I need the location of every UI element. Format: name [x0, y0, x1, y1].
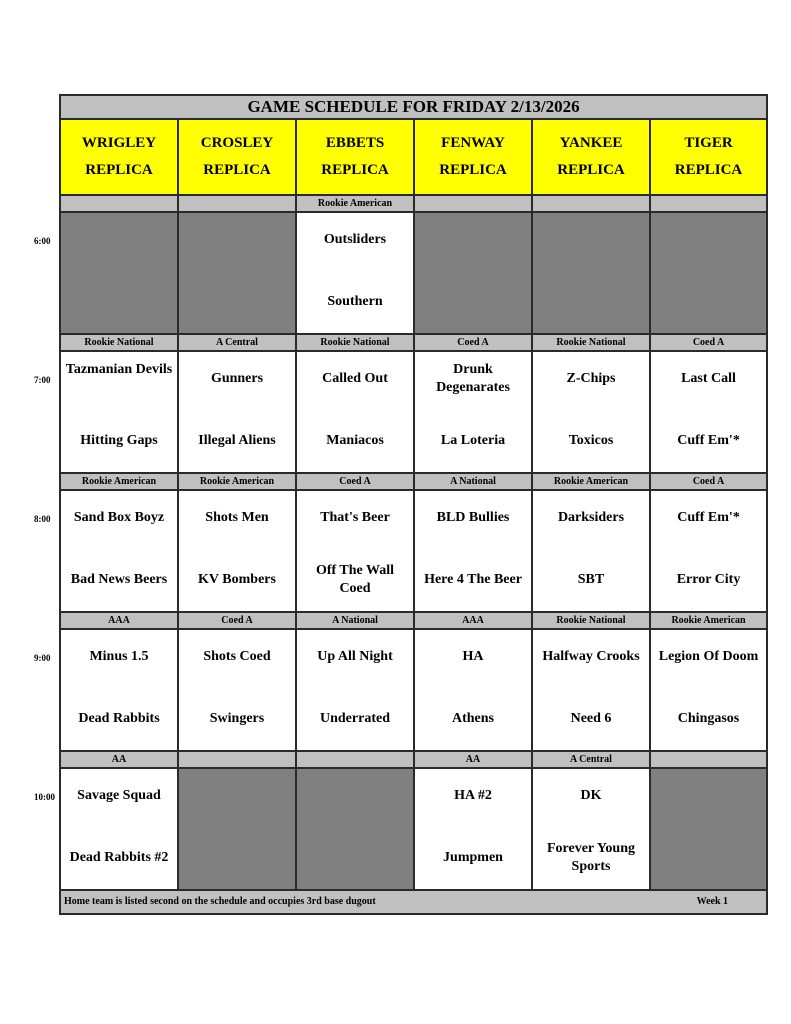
game-cell — [650, 351, 767, 473]
division-label: Rookie American — [296, 195, 414, 212]
away-team: Shots Coed — [203, 649, 271, 664]
time-label: 7:00 — [34, 375, 51, 385]
home-team: Dead Rabbits #2 — [69, 850, 169, 865]
game-cell — [414, 629, 532, 751]
division-label: Rookie National — [532, 612, 650, 629]
field-name: CROSLEY — [200, 135, 274, 151]
empty-slot — [414, 212, 532, 334]
field-header-wrigley — [60, 119, 178, 195]
game-cell — [532, 629, 650, 751]
division-row — [60, 334, 767, 351]
away-team: Sand Box Boyz — [73, 510, 165, 525]
field-header-fenway — [414, 119, 532, 195]
game-row — [60, 212, 767, 334]
empty-slot — [532, 212, 650, 334]
away-team: Shots Men — [205, 510, 269, 525]
time-label: 8:00 — [34, 514, 51, 524]
footer — [60, 890, 767, 914]
home-team: Off The Wall Coed — [315, 563, 395, 596]
footer-row — [60, 890, 767, 914]
schedule-table — [59, 94, 768, 915]
division-label: Coed A — [650, 334, 767, 351]
game-cell — [414, 768, 532, 890]
away-team: Last Call — [681, 371, 736, 386]
away-team: Cuff Em'* — [677, 510, 740, 525]
division-label: Rookie National — [532, 334, 650, 351]
away-team: BLD Bullies — [436, 510, 510, 525]
division-label: Rookie National — [296, 334, 414, 351]
away-team: Gunners — [210, 371, 264, 386]
game-cell — [296, 629, 414, 751]
away-team: Legion Of Doom — [658, 649, 759, 664]
division-label — [650, 195, 767, 212]
game-cell — [532, 768, 650, 890]
home-team: Chingasos — [677, 711, 740, 726]
away-team: HA #2 — [454, 788, 492, 803]
game-cell — [178, 629, 296, 751]
game-cell — [178, 351, 296, 473]
empty-slot — [178, 768, 296, 890]
division-label: Coed A — [414, 334, 532, 351]
field-subtitle: REPLICA — [85, 162, 153, 178]
field-header-ebbets — [296, 119, 414, 195]
field-header-tiger — [650, 119, 767, 195]
game-cell — [60, 629, 178, 751]
away-team: Drunk Degenarates — [436, 362, 510, 395]
home-team: SBT — [577, 572, 605, 587]
away-team: That's Beer — [320, 510, 390, 525]
away-team: Halfway Crooks — [542, 649, 640, 664]
schedule-title: GAME SCHEDULE FOR FRIDAY 2/13/2026 — [60, 95, 767, 119]
game-cell — [414, 490, 532, 612]
home-team: Cuff Em'* — [677, 433, 740, 448]
away-team: Up All Night — [317, 649, 393, 664]
home-team: Jumpmen — [443, 850, 503, 865]
division-label: AA — [60, 751, 178, 768]
field-subtitle: REPLICA — [203, 162, 271, 178]
division-label: Rookie American — [60, 473, 178, 490]
time-label: 6:00 — [34, 236, 51, 246]
game-row — [60, 351, 767, 473]
game-cell — [296, 490, 414, 612]
home-team: Swingers — [209, 711, 265, 726]
game-cell — [60, 768, 178, 890]
division-label — [296, 751, 414, 768]
home-team: Underrated — [320, 711, 390, 726]
division-label: A National — [296, 612, 414, 629]
division-label: A Central — [532, 751, 650, 768]
division-label: Rookie American — [178, 473, 296, 490]
game-cell — [60, 351, 178, 473]
away-team: Z-Chips — [566, 371, 616, 386]
division-row — [60, 195, 767, 212]
game-row — [60, 768, 767, 890]
division-label: AAA — [414, 612, 532, 629]
time-slots — [60, 195, 767, 890]
field-header-row — [60, 119, 767, 195]
division-label: Coed A — [178, 612, 296, 629]
empty-slot — [178, 212, 296, 334]
game-cell — [296, 351, 414, 473]
division-label: Rookie National — [60, 334, 178, 351]
division-label: A Central — [178, 334, 296, 351]
division-label: Rookie American — [532, 473, 650, 490]
field-name: YANKEE — [559, 135, 623, 151]
home-team: Maniacos — [326, 433, 384, 448]
game-cell — [532, 351, 650, 473]
field-subtitle: REPLICA — [557, 162, 625, 178]
game-cell — [532, 490, 650, 612]
division-label — [178, 195, 296, 212]
division-label — [650, 751, 767, 768]
division-label — [60, 195, 178, 212]
division-row — [60, 473, 767, 490]
game-cell — [650, 490, 767, 612]
game-cell — [60, 490, 178, 612]
away-team: Savage Squad — [77, 788, 161, 803]
division-label: A National — [414, 473, 532, 490]
game-cell — [414, 351, 532, 473]
away-team: Called Out — [322, 371, 388, 386]
home-team: Dead Rabbits — [78, 711, 160, 726]
footer-note: Home team is listed second on the schedule and occupies 3rd base dugout — [64, 896, 376, 907]
home-team: Need 6 — [570, 711, 612, 726]
field-subtitle: REPLICA — [439, 162, 507, 178]
home-team: Error City — [676, 572, 741, 587]
away-team: Minus 1.5 — [89, 649, 149, 664]
away-team: HA — [462, 649, 484, 664]
division-label: AAA — [60, 612, 178, 629]
game-cell — [296, 212, 414, 334]
field-header-crosley — [178, 119, 296, 195]
division-label: Coed A — [296, 473, 414, 490]
home-team: Illegal Aliens — [198, 433, 276, 448]
field-subtitle: REPLICA — [674, 162, 743, 178]
game-cell — [650, 629, 767, 751]
division-label — [178, 751, 296, 768]
home-team: Bad News Beers — [70, 572, 168, 587]
home-team: Here 4 The Beer — [424, 572, 522, 587]
home-team: Southern — [327, 294, 383, 309]
field-name: WRIGLEY — [81, 135, 157, 151]
title-row — [60, 95, 767, 119]
game-row — [60, 629, 767, 751]
field-name: TIGER — [684, 135, 733, 151]
empty-slot — [296, 768, 414, 890]
home-team: Forever Young Sports — [546, 841, 635, 874]
away-team: Tazmanian Devils — [65, 362, 173, 377]
field-name: FENWAY — [441, 135, 505, 151]
empty-slot — [650, 768, 767, 890]
home-team: Athens — [451, 711, 494, 726]
division-row — [60, 751, 767, 768]
game-row — [60, 490, 767, 612]
away-team: DK — [580, 788, 602, 803]
game-cell — [178, 490, 296, 612]
week-label: Week 1 — [696, 896, 729, 907]
division-label — [532, 195, 650, 212]
division-label: Rookie American — [650, 612, 767, 629]
home-team: La Loteria — [440, 433, 506, 448]
home-team: KV Bombers — [198, 572, 276, 587]
empty-slot — [60, 212, 178, 334]
field-subtitle: REPLICA — [321, 162, 389, 178]
time-label: 10:00 — [34, 792, 55, 802]
division-row — [60, 612, 767, 629]
field-name: EBBETS — [325, 135, 385, 151]
away-team: Outsliders — [323, 232, 387, 247]
away-team: Darksiders — [557, 510, 625, 525]
home-team: Hitting Gaps — [80, 433, 158, 448]
division-label: Coed A — [650, 473, 767, 490]
division-label: AA — [414, 751, 532, 768]
time-label: 9:00 — [34, 653, 51, 663]
field-header-yankee — [532, 119, 650, 195]
empty-slot — [650, 212, 767, 334]
home-team: Toxicos — [568, 433, 614, 448]
division-label — [414, 195, 532, 212]
